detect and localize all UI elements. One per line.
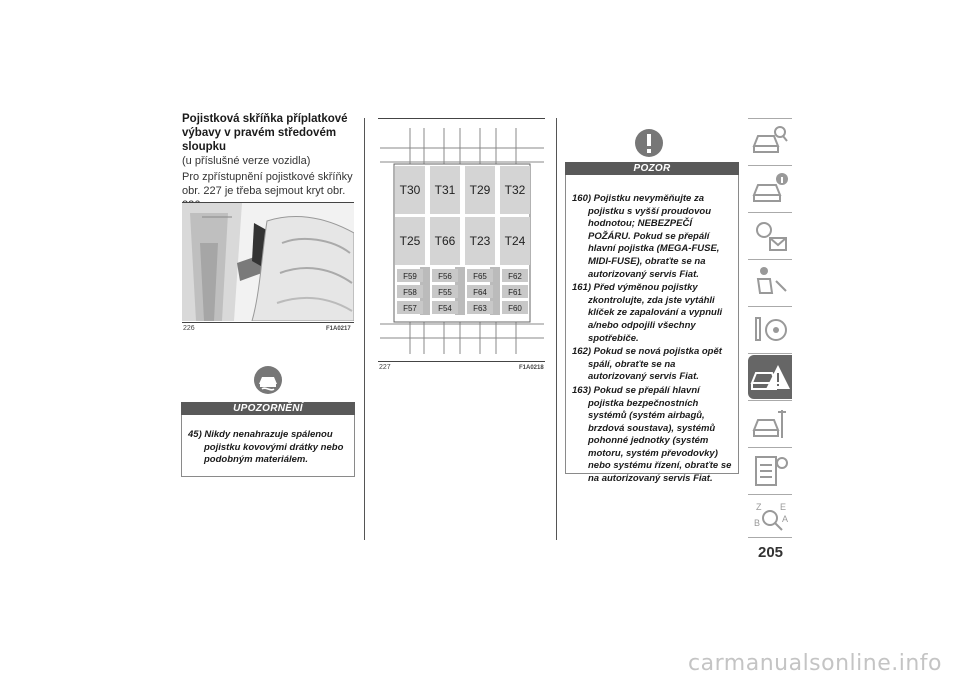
tab-separator (748, 165, 792, 166)
svg-text:Z: Z (756, 502, 762, 512)
version-note: (u příslušné verze vozidla) (182, 155, 311, 167)
figure-227-number: 227 (379, 364, 391, 371)
checklist-gear-icon (748, 449, 792, 493)
fuse-label: F58 (403, 288, 417, 297)
warning-item (188, 429, 348, 467)
warning-item-text: Nikdy nenahrazuje spálenou pojistku kovovými drátky nebo podobným materiálem. (204, 429, 344, 466)
chapter-tab[interactable] (748, 261, 792, 305)
warning-box (181, 415, 355, 477)
exclamation-warning-icon (634, 128, 664, 163)
tab-separator (748, 537, 792, 538)
fuse-label: F56 (438, 272, 452, 281)
chapter-tab[interactable] (748, 120, 792, 164)
warning-banner: UPOZORNĚNÍ (181, 402, 355, 415)
tab-separator (748, 494, 792, 495)
fuse-box-diagram (380, 128, 544, 354)
relay-label: T24 (504, 234, 526, 248)
caution-item-text: Před výměnou pojistky zkontrolujte, zda jste vytáhli klíček ze zapalování a vypnuli a/nebo odpojili všechny spotřebiče. (588, 282, 723, 344)
chapter-tab[interactable] (748, 402, 792, 446)
tab-separator (748, 212, 792, 213)
column-divider-left (364, 118, 365, 540)
figure-226-code: F1A0217 (326, 326, 351, 332)
caution-item-number: 163) (572, 384, 592, 396)
column-divider-right (556, 118, 557, 540)
car-skid-warning-icon (253, 365, 283, 400)
light-message-icon (748, 214, 792, 258)
chapter-tab[interactable] (748, 355, 792, 399)
relay-label: T23 (469, 234, 491, 248)
relay-label: T30 (399, 183, 421, 197)
car-warning-icon (748, 355, 792, 399)
warning-item-number: 45) (188, 429, 202, 440)
fuse-label: F59 (403, 272, 417, 281)
caution-item (572, 385, 732, 486)
fuse-label: F63 (473, 304, 487, 313)
chapter-tab[interactable] (748, 167, 792, 211)
chapter-tab[interactable] (748, 308, 792, 352)
caution-item-number: 160) (572, 193, 592, 204)
fuse-label: F62 (508, 272, 522, 281)
fuse-label: F55 (438, 288, 452, 297)
fuse-label: F54 (438, 304, 452, 313)
svg-text:E: E (780, 502, 787, 512)
tab-separator (748, 259, 792, 260)
figure-227-code: F1A0218 (519, 365, 544, 371)
car-tools-icon (748, 402, 792, 446)
svg-text:A: A (782, 514, 789, 524)
fuse-label: F65 (473, 272, 487, 281)
driver-airbag-icon (748, 261, 792, 305)
tab-separator (748, 306, 792, 307)
caution-item-text: Pojistku nevyměňujte za pojistku s vyšší proudovou hodnotou; NEBEZPEČÍ POŽÁRU. Pokud se přepálí hlavní pojistka (MEGA-FUSE, MIDI-FUSE), obraťte se na autorizovaný servis Fiat. (588, 193, 720, 280)
tab-separator (748, 353, 792, 354)
caution-box (565, 175, 739, 485)
tab-separator (748, 118, 792, 119)
caution-item-number: 161) (572, 282, 592, 294)
relay-label: T66 (434, 234, 456, 248)
relay-label: T32 (504, 183, 526, 197)
chapter-tab[interactable] (748, 496, 792, 540)
chapter-tab[interactable] (748, 449, 792, 493)
fuse-label: F60 (508, 304, 522, 313)
page-number: 205 (758, 544, 784, 561)
caution-item (572, 346, 732, 384)
figure-227-bottom-rule (378, 361, 545, 362)
section-heading: Pojistková skříňka příplatkové výbavy v pravém středovém sloupku (182, 113, 348, 153)
fuse-label: F64 (473, 288, 487, 297)
figure-226-illustration (182, 203, 354, 321)
tab-separator (748, 400, 792, 401)
caution-item (572, 193, 732, 281)
alphabet-index-icon (748, 496, 792, 540)
fuse-label: F57 (403, 304, 417, 313)
relay-label: T25 (399, 234, 421, 248)
chapter-tab[interactable] (748, 214, 792, 258)
svg-text:B: B (754, 518, 761, 528)
relay-layer (380, 128, 544, 354)
caution-item-text: Pokud se přepálí hlavní pojistka bezpečnostních systémů (systém airbagů, brzdová soustava), systémů pohonné jednotky (systém motoru, systém převodovky) nebo systému řízení, obraťte se na autorizovaný servis Fiat. (588, 384, 732, 485)
caution-item-number: 162) (572, 346, 592, 358)
figure-226-number: 226 (183, 325, 195, 332)
car-search-icon (748, 120, 792, 164)
caution-item-text: Pokud se nová pojistka opět spálí, obraťte se na autorizovaný servis Fiat. (588, 346, 722, 383)
key-steering-wheel-icon (748, 308, 792, 352)
fuse-label: F61 (508, 288, 522, 297)
intro-paragraph: Pro zpřístupnění pojistkové skříňky obr. 227 je třeba sejmout kryt obr. (182, 171, 353, 197)
relay-label: T31 (434, 183, 456, 197)
caution-banner: POZOR (565, 162, 739, 175)
caution-item (572, 282, 732, 345)
tab-separator (748, 447, 792, 448)
relay-label: T29 (469, 183, 491, 197)
figure-227-top-rule (378, 118, 545, 119)
figure-226-bottom-rule (182, 322, 354, 323)
car-info-icon (748, 167, 792, 211)
watermark-text: carmanualsonline.info (688, 651, 942, 676)
